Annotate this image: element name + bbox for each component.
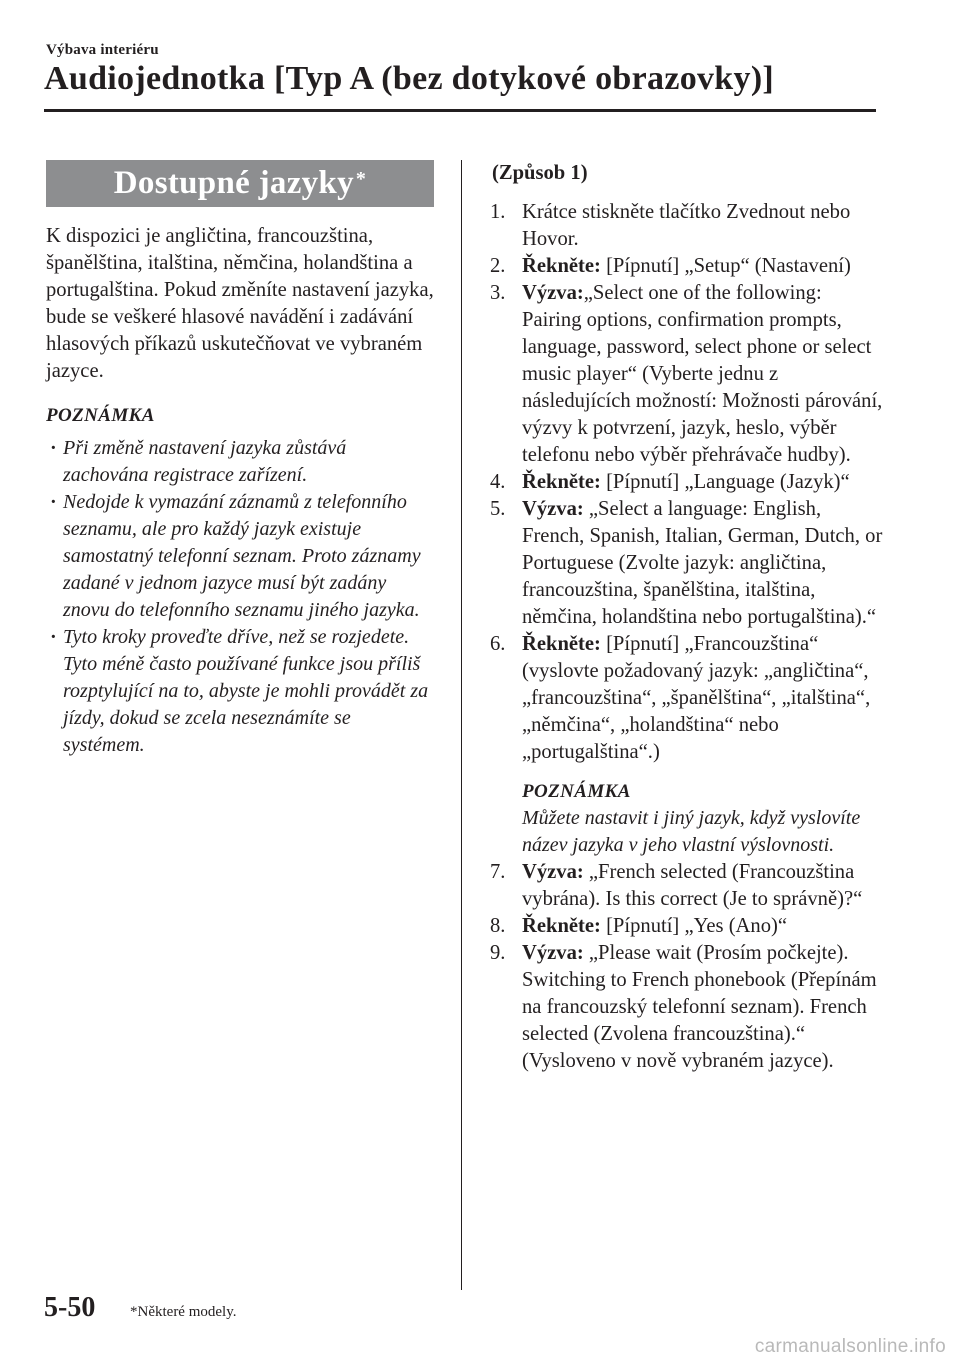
inline-note-body: Můžete nastavit i jiný jazyk, když vyslovíte název jazyka v jeho vlastní výslovnosti. <box>522 807 861 856</box>
step-number: 3. <box>490 282 506 304</box>
step-keyword: Řekněte: <box>522 471 601 493</box>
asterisk-mark: * <box>355 168 367 190</box>
note-item <box>46 624 434 759</box>
watermark: carmanualsonline.info <box>754 1336 946 1357</box>
step-item <box>490 631 886 859</box>
step-number: 5. <box>490 498 506 520</box>
note-item <box>46 435 434 489</box>
step-text: „Select one of the following: Pairing options, confirmation prompts, language, password, select phone or select music player“ (Vyberte jednu z následujících možností: Možnosti párování, výzvy k potvrzení, jazyk, heslo, výběr telefonu nebo výběr přehrávače hudby). <box>522 282 883 466</box>
step-keyword: Výzva: <box>522 942 584 964</box>
step-item <box>490 859 886 913</box>
intro-paragraph: K dispozici je angličtina, francouzština, španělština, italština, němčina, holandština a portugalština. Pokud změníte nastavení jazyka, bude se veškeré hlasové navádění i zadávání hlasových příkazů uskutečňovat ve vybraném jazyce. <box>46 225 434 382</box>
step-item <box>490 253 886 280</box>
bullet-icon: · <box>50 437 57 459</box>
step-text: „French selected (Francouzština vybrána). Is this correct (Je to správně)?“ <box>522 861 863 910</box>
step-item <box>490 280 886 469</box>
step-text: [Pípnutí] „Setup“ (Nastavení) <box>600 255 851 277</box>
step-item <box>490 199 886 253</box>
header-rule <box>44 109 876 112</box>
step-item <box>490 940 886 1075</box>
left-column <box>46 160 434 759</box>
bullet-icon: · <box>50 626 57 648</box>
step-number: 1. <box>490 201 506 223</box>
step-text: „Select a language: English, French, Spanish, Italian, German, Dutch, or Portuguese (Zvolte jazyk: angličtina, francouzština, španělština, italština, němčina, holandština nebo portugalština).“ <box>522 498 883 628</box>
step-number: 8. <box>490 915 506 937</box>
page-number: 5-50 <box>44 1292 96 1323</box>
step-number: 4. <box>490 471 506 493</box>
step-item <box>490 496 886 631</box>
step-keyword: Řekněte: <box>522 255 601 277</box>
note-item-text: Při změně nastavení jazyka zůstává zachována registrace zařízení. <box>63 437 347 486</box>
note-item <box>46 489 434 624</box>
step-keyword: Řekněte: <box>522 633 601 655</box>
step-number: 6. <box>490 633 506 655</box>
step-keyword: Výzva: <box>522 498 584 520</box>
step-number: 2. <box>490 255 506 277</box>
note-item-text: Tyto kroky proveďte dříve, než se rozjedete. Tyto méně často používané funkce jsou příliš rozptylující na to, abyste je mohli provádět za jízdy, dokud se zcela neseznámíte se systémem. <box>63 626 429 756</box>
column-divider <box>461 160 462 1290</box>
step-number: 9. <box>490 942 506 964</box>
footnote: *Některé modely. <box>130 1304 237 1320</box>
step-text: [Pípnutí] „Yes (Ano)“ <box>600 915 788 937</box>
step-text: Krátce stiskněte tlačítko Zvednout nebo Hovor. <box>522 201 851 250</box>
section-label: Výbava interiéru <box>46 42 159 58</box>
step-keyword: Výzva: <box>522 861 584 883</box>
note-title: POZNÁMKA <box>46 405 155 426</box>
step-item <box>490 469 886 496</box>
method-label: (Způsob 1) <box>492 162 588 184</box>
step-list <box>490 199 886 1075</box>
step-keyword: Výzva: <box>522 282 584 304</box>
step-keyword: Řekněte: <box>522 915 601 937</box>
step-text: „Please wait (Prosím počkejte). Switching to French phonebook (Přepínám na francouzský telefonní seznam). French selected (Zvolena francouzština).“ (Vysloveno v nově vybraném jazyce). <box>522 942 877 1072</box>
note-item-text: Nedojde k vymazání záznamů z telefonního seznamu, ale pro každý jazyk existuje samostatný telefonní seznam. Proto záznamy zadané v jednom jazyce musí být zadány znovu do telefonního seznamu jiného jazyka. <box>63 491 421 621</box>
note-list <box>46 435 434 759</box>
bullet-icon: · <box>50 491 57 513</box>
right-column <box>490 160 886 1075</box>
step-text: [Pípnutí] „Francouzština“ (vyslovte požadovaný jazyk: „angličtina“, „francouzština“, „španělština“, „italština“, „němčina“, „holandština“ nebo „portugalština“.) <box>522 633 871 763</box>
step-number: 7. <box>490 861 506 883</box>
step-text: [Pípnutí] „Language (Jazyk)“ <box>600 471 850 493</box>
inline-note-title: POZNÁMKA <box>522 781 631 802</box>
section-heading <box>46 160 434 207</box>
step-item <box>490 913 886 940</box>
section-heading-text: Dostupné jazyky <box>113 165 354 201</box>
inline-note <box>522 778 886 859</box>
page-title: Audiojednotka [Typ A (bez dotykové obrazovky)] <box>44 60 775 97</box>
